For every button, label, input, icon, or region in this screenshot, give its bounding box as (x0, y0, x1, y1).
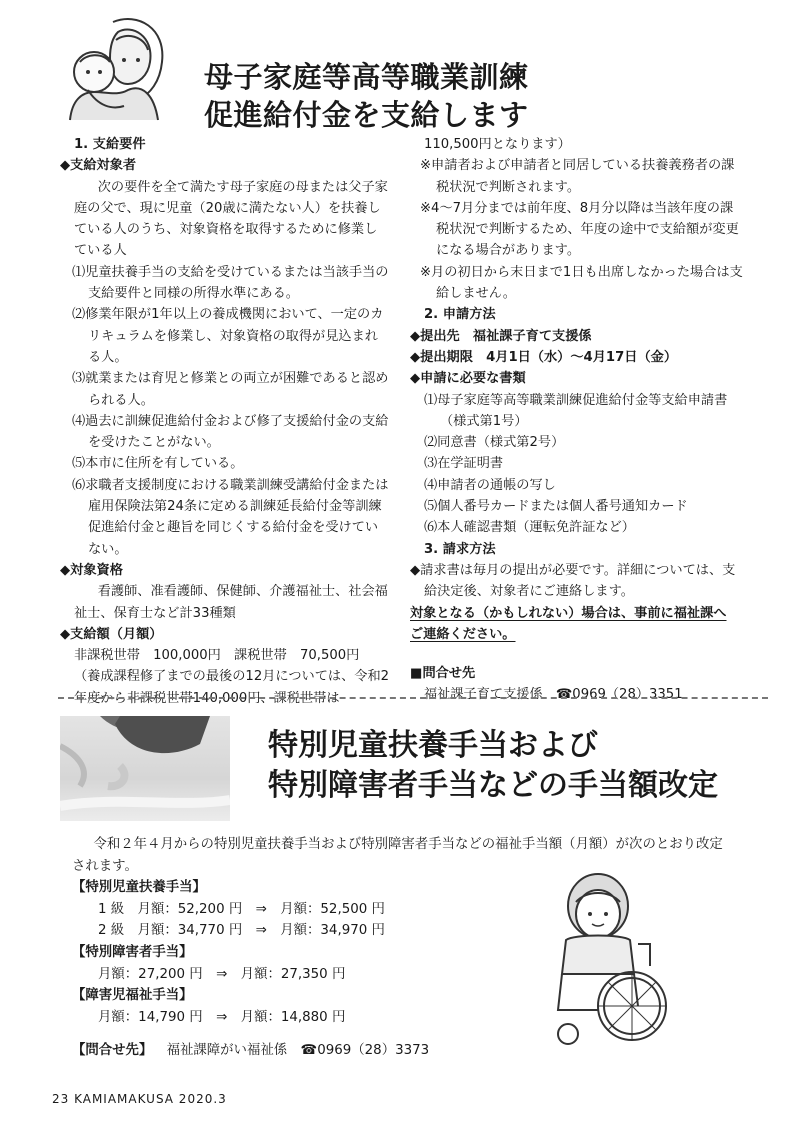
eligible-text: 次の要件を全て満たす母子家庭の母または父子家庭の父で、現に児童（20歳に満たない人）を扶養している人のうち、対象資格を取得するために修業している人 (74, 179, 388, 259)
document-5: ⑸個人番号カードまたは個人番号通知カード (424, 499, 688, 515)
claim-text: ◆請求書は毎月の提出が必要です。詳細については、支給決定後、対象者にご連絡します。 (410, 562, 736, 600)
top-title-line1: 母子家庭等高等職業訓練 (204, 60, 529, 94)
note-3: ※月の初日から末日まで1日も出席しなかった場合は支給しません。 (420, 264, 743, 302)
note-1: ※申請者および申請者と同居している扶養義務者の課税状況で判断されます。 (420, 158, 735, 195)
note-2: ※4〜7月分までは前年度、8月分以降は当該年度の課税状況で判断するため、年度の途中で支給額が変更になる場合があります。 (420, 200, 739, 259)
section2-heading: 2. 申請方法 (424, 307, 496, 323)
amount-heading: ◆支給額（月額） (60, 626, 163, 642)
notice-underline-1: 対象となる（かもしれない）場合は、事前に福祉課へ (410, 605, 727, 621)
documents-heading: ◆申請に必要な書類 (410, 371, 526, 387)
left-column (60, 134, 390, 709)
disabled-child-heading: 【障害児福祉手当】 (72, 988, 193, 1004)
requirement-4: ⑷過去に訓練促進給付金および修了支援給付金の支給を受けたことがない。 (72, 413, 389, 451)
allowance-intro: 令和２年４月からの特別児童扶養手当および特別障害者手当などの福祉手当額（月額）が次のとおり改定されます。 (72, 837, 723, 874)
requirement-5: ⑸本市に住所を有している。 (72, 456, 244, 472)
photo (60, 716, 230, 821)
special-disabled-amount: 月額：27,200 円 ⇒ 月額：27,350 円 (98, 966, 346, 982)
section1-heading: 1. 支給要件 (74, 137, 146, 152)
qualification-heading: ◆対象資格 (60, 562, 123, 578)
notice-underline-2: ご連絡ください。 (410, 626, 516, 642)
contact-heading: ■問合せ先 (410, 666, 476, 682)
special-disabled-heading: 【特別障害者手当】 (72, 944, 193, 960)
deadline: ◆提出期限 4月1日（水）〜4月17日（金） (410, 349, 678, 365)
section3-heading: 3. 請求方法 (424, 541, 496, 557)
requirement-1: ⑴児童扶養手当の支給を受けているまたは当該手当の支給要件と同様の所得水準にある。 (72, 264, 389, 302)
special-child-grade2: 2 級 月額：34,770 円 ⇒ 月額：34,970 円 (98, 923, 385, 939)
wheelchair-illustration (538, 870, 688, 1050)
document-4: ⑷申請者の通帳の写し (424, 477, 556, 493)
bottom-title (268, 726, 718, 806)
amount-continuation: 110,500円となります） (424, 137, 571, 152)
page-footer: 23 KAMIAMAKUSA 2020.3 (52, 1092, 227, 1106)
contact-text: 福祉課子育て支援係 ☎0969（28）3351 (424, 687, 683, 703)
mother-child-illustration (58, 10, 174, 128)
amount-line: 非課税世帯 100,000円 課税世帯 70,500円 (74, 648, 360, 664)
right-column (410, 134, 745, 706)
requirement-6: ⑹求職者支援制度における職業訓練受講給付金または雇用保険法第24条に定める訓練延長給付金等訓練促進給付金と趣旨を同じくする給付金を受けていない。 (72, 477, 389, 557)
eligible-heading: ◆支給対象者 (60, 158, 137, 174)
document-2: ⑵同意書（様式第2号） (424, 435, 565, 451)
bottom-contact-text: 福祉課障がい福祉係 ☎0969（28）3373 (166, 1043, 430, 1059)
top-title (204, 58, 529, 134)
requirement-3: ⑶就業または育児と修業との両立が困難であると認められる人。 (72, 371, 389, 408)
bottom-contact-label: 【問合せ先】 (72, 1043, 153, 1059)
bottom-title-line1: 特別児童扶養手当および (268, 728, 598, 763)
disabled-child-amount: 月額：14,790 円 ⇒ 月額：14,880 円 (98, 1009, 346, 1025)
section-divider (58, 697, 768, 699)
bottom-title-line2: 特別障害者手当などの手当額改定 (268, 768, 718, 803)
document-3: ⑶在学証明書 (424, 456, 504, 472)
document-1: ⑴母子家庭等高等職業訓練促進給付金等支給申請書（様式第1号） (424, 392, 728, 429)
top-title-line2: 促進給付金を支給します (204, 98, 529, 132)
special-child-heading: 【特別児童扶養手当】 (72, 880, 206, 896)
submit-to: ◆提出先 福祉課子育て支援係 (410, 328, 592, 344)
qualification-text: 看護師、准看護師、保健師、介護福祉士、社会福祉士、保育士など計33種類 (74, 584, 388, 621)
requirement-2: ⑵修業年限が1年以上の養成機関において、一定のカリキュラムを修業し、対象資格の取得が見込まれる人。 (72, 307, 384, 365)
amount-note: （養成課程修了までの最後の12月については、令和2年度から非課税世帯140,000円、課税世帯は (74, 669, 390, 706)
document-6: ⑹本人確認書類（運転免許証など） (424, 520, 635, 536)
special-child-grade1: 1 級 月額：52,200 円 ⇒ 月額：52,500 円 (98, 901, 385, 917)
